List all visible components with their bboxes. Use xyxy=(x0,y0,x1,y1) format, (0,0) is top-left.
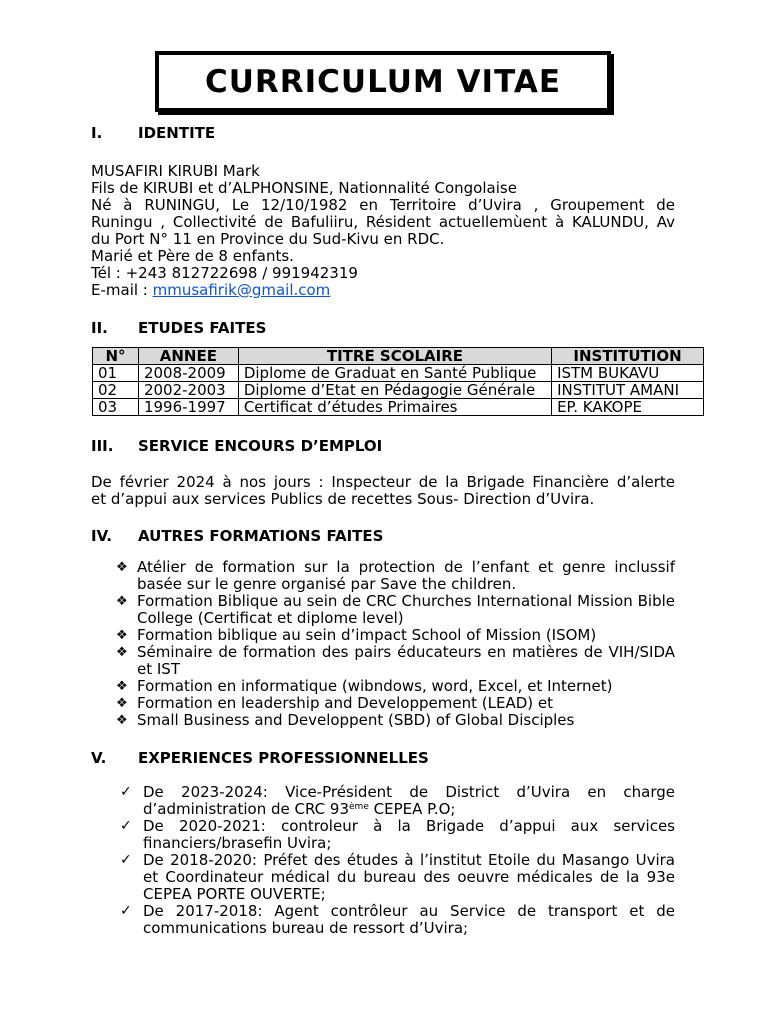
cell-title: Diplome de Graduat en Santé Publique xyxy=(238,365,551,382)
experiences-list xyxy=(113,784,675,937)
identite-birth-line-3: du Port N° 11 en Province du Sud-Kivu en RDC. xyxy=(91,230,445,248)
superscript: ème xyxy=(349,802,369,812)
list-item-text: De 2017-2018: Agent contrôleur au Service de transport et de communications bureau de ressort d’Uvira; xyxy=(143,902,675,937)
cell-year: 1996-1997 xyxy=(138,399,238,416)
section-title: IDENTITE xyxy=(138,124,216,142)
cell-institution: EP. KAKOPE xyxy=(552,399,704,416)
col-header-number: N° xyxy=(93,348,139,365)
email-label: E-mail : xyxy=(91,281,153,299)
section-number: I. xyxy=(91,124,103,142)
list-item xyxy=(113,712,675,729)
cell-title: Diplome d’Etat en Pédagogie Générale xyxy=(238,382,551,399)
list-item-text: Atélier de formation sur la protection de l’enfant et genre inclussif basée sur le genre organisé par Save the children. xyxy=(137,558,675,593)
emploi-line-1: De février 2024 à nos jours : Inspecteur de la Brigade Financière d’alerte xyxy=(91,473,675,491)
section-formations-heading xyxy=(91,527,383,545)
identite-email-line xyxy=(91,282,675,299)
list-item xyxy=(113,852,675,903)
list-item xyxy=(113,818,675,852)
checkmark-icon: ✓ xyxy=(120,784,132,800)
section-title: SERVICE ENCOURS D’EMPLOI xyxy=(138,437,383,455)
list-item xyxy=(113,559,675,593)
list-item xyxy=(113,903,675,937)
emploi-line-2: et d’appui aux services Publics de recettes Sous- Direction d’Uvira. xyxy=(91,490,595,508)
list-item-text: Formation en informatique (wibndows, word, Excel, et Internet) xyxy=(137,677,613,695)
experience-text-end: CEPEA P.O; xyxy=(368,800,456,818)
table-row xyxy=(93,365,704,382)
section-etudes-heading xyxy=(91,319,266,337)
etudes-table xyxy=(92,347,704,416)
diamond-bullet-icon: ❖ xyxy=(116,645,128,660)
identite-name: MUSAFIRI KIRUBI Mark xyxy=(91,162,260,180)
section-emploi-heading xyxy=(91,437,382,455)
cell-number: 02 xyxy=(93,382,139,399)
section-number: III. xyxy=(91,437,114,455)
col-header-institution: INSTITUTION xyxy=(552,348,704,365)
list-item-text: Formation en leadership and Developpement (LEAD) et xyxy=(137,694,553,712)
checkmark-icon: ✓ xyxy=(120,852,132,868)
cell-year: 2008-2009 xyxy=(138,365,238,382)
section-number: V. xyxy=(91,749,107,767)
formations-list xyxy=(113,559,675,729)
cell-number: 01 xyxy=(93,365,139,382)
table-row xyxy=(93,399,704,416)
document-title: CURRICULUM VITAE xyxy=(204,63,562,100)
diamond-bullet-icon: ❖ xyxy=(116,713,128,728)
list-item-text: De 2020-2021: controleur à la Brigade d’appui aux services financiers/brasefin Uvira; xyxy=(143,817,675,852)
list-item-text: Formation Biblique au sein de CRC Churches International Mission Bible College (Certificat et diplome level) xyxy=(137,592,675,627)
list-item-text: Séminaire de formation des pairs éducateurs en matières de VIH/SIDA et IST xyxy=(137,643,675,678)
cell-institution: INSTITUT AMANI xyxy=(552,382,704,399)
diamond-bullet-icon: ❖ xyxy=(116,628,128,643)
diamond-bullet-icon: ❖ xyxy=(116,594,128,609)
cell-institution: ISTM BUKAVU xyxy=(552,365,704,382)
list-item xyxy=(113,678,675,695)
email-link[interactable]: mmusafirik@gmail.com xyxy=(152,281,331,299)
diamond-bullet-icon: ❖ xyxy=(116,560,128,575)
identite-birth-line-2: Runingu , Collectivité de Bafuliiru, Résident actuellemùent à KALUNDU, Av xyxy=(91,213,675,231)
title-box xyxy=(155,51,611,112)
section-title: ETUDES FAITES xyxy=(138,319,267,337)
identite-birth-line-1: Né à RUNINGU, Le 12/10/1982 en Territoire d’Uvira , Groupement de xyxy=(91,196,675,214)
section-number: IV. xyxy=(91,527,112,545)
identite-parents: Fils de KIRUBI et d’ALPHONSINE, Nationnalité Congolaise xyxy=(91,179,517,197)
col-header-title: TITRE SCOLAIRE xyxy=(238,348,551,365)
experience-text: De 2023-2024: Vice-Président de District d’Uvira en charge d’administration de CRC 93 xyxy=(143,783,675,818)
table-row xyxy=(93,382,704,399)
list-item-text xyxy=(143,783,675,818)
list-item xyxy=(113,644,675,678)
list-item-text: Formation biblique au sein d’impact School of Mission (ISOM) xyxy=(137,626,597,644)
cell-number: 03 xyxy=(93,399,139,416)
diamond-bullet-icon: ❖ xyxy=(116,696,128,711)
identite-block xyxy=(91,163,675,299)
cell-year: 2002-2003 xyxy=(138,382,238,399)
list-item-text: De 2018-2020: Préfet des études à l’institut Etoile du Masango Uvira et Coordinateur médical du bureau des oeuvre médicales de la 93e CEPEA PORTE OUVERTE; xyxy=(143,851,675,903)
section-number: II. xyxy=(91,319,108,337)
section-title: EXPERIENCES PROFESSIONNELLES xyxy=(138,749,429,767)
checkmark-icon: ✓ xyxy=(120,818,132,834)
cell-title: Certificat d’études Primaires xyxy=(238,399,551,416)
emploi-paragraph xyxy=(91,474,675,508)
list-item xyxy=(113,695,675,712)
section-experiences-heading xyxy=(91,749,429,767)
identite-phone: Tél : +243 812722698 / 991942319 xyxy=(91,264,358,282)
col-header-year: ANNEE xyxy=(138,348,238,365)
checkmark-icon: ✓ xyxy=(120,903,132,919)
diamond-bullet-icon: ❖ xyxy=(116,679,128,694)
list-item xyxy=(113,627,675,644)
section-title: AUTRES FORMATIONS FAITES xyxy=(138,527,384,545)
list-item xyxy=(113,784,675,818)
list-item-text: Small Business and Developpent (SBD) of Global Disciples xyxy=(137,711,575,729)
list-item xyxy=(113,593,675,627)
table-header-row xyxy=(93,348,704,365)
section-identite-heading xyxy=(91,124,215,142)
identite-marital: Marié et Père de 8 enfants. xyxy=(91,247,294,265)
